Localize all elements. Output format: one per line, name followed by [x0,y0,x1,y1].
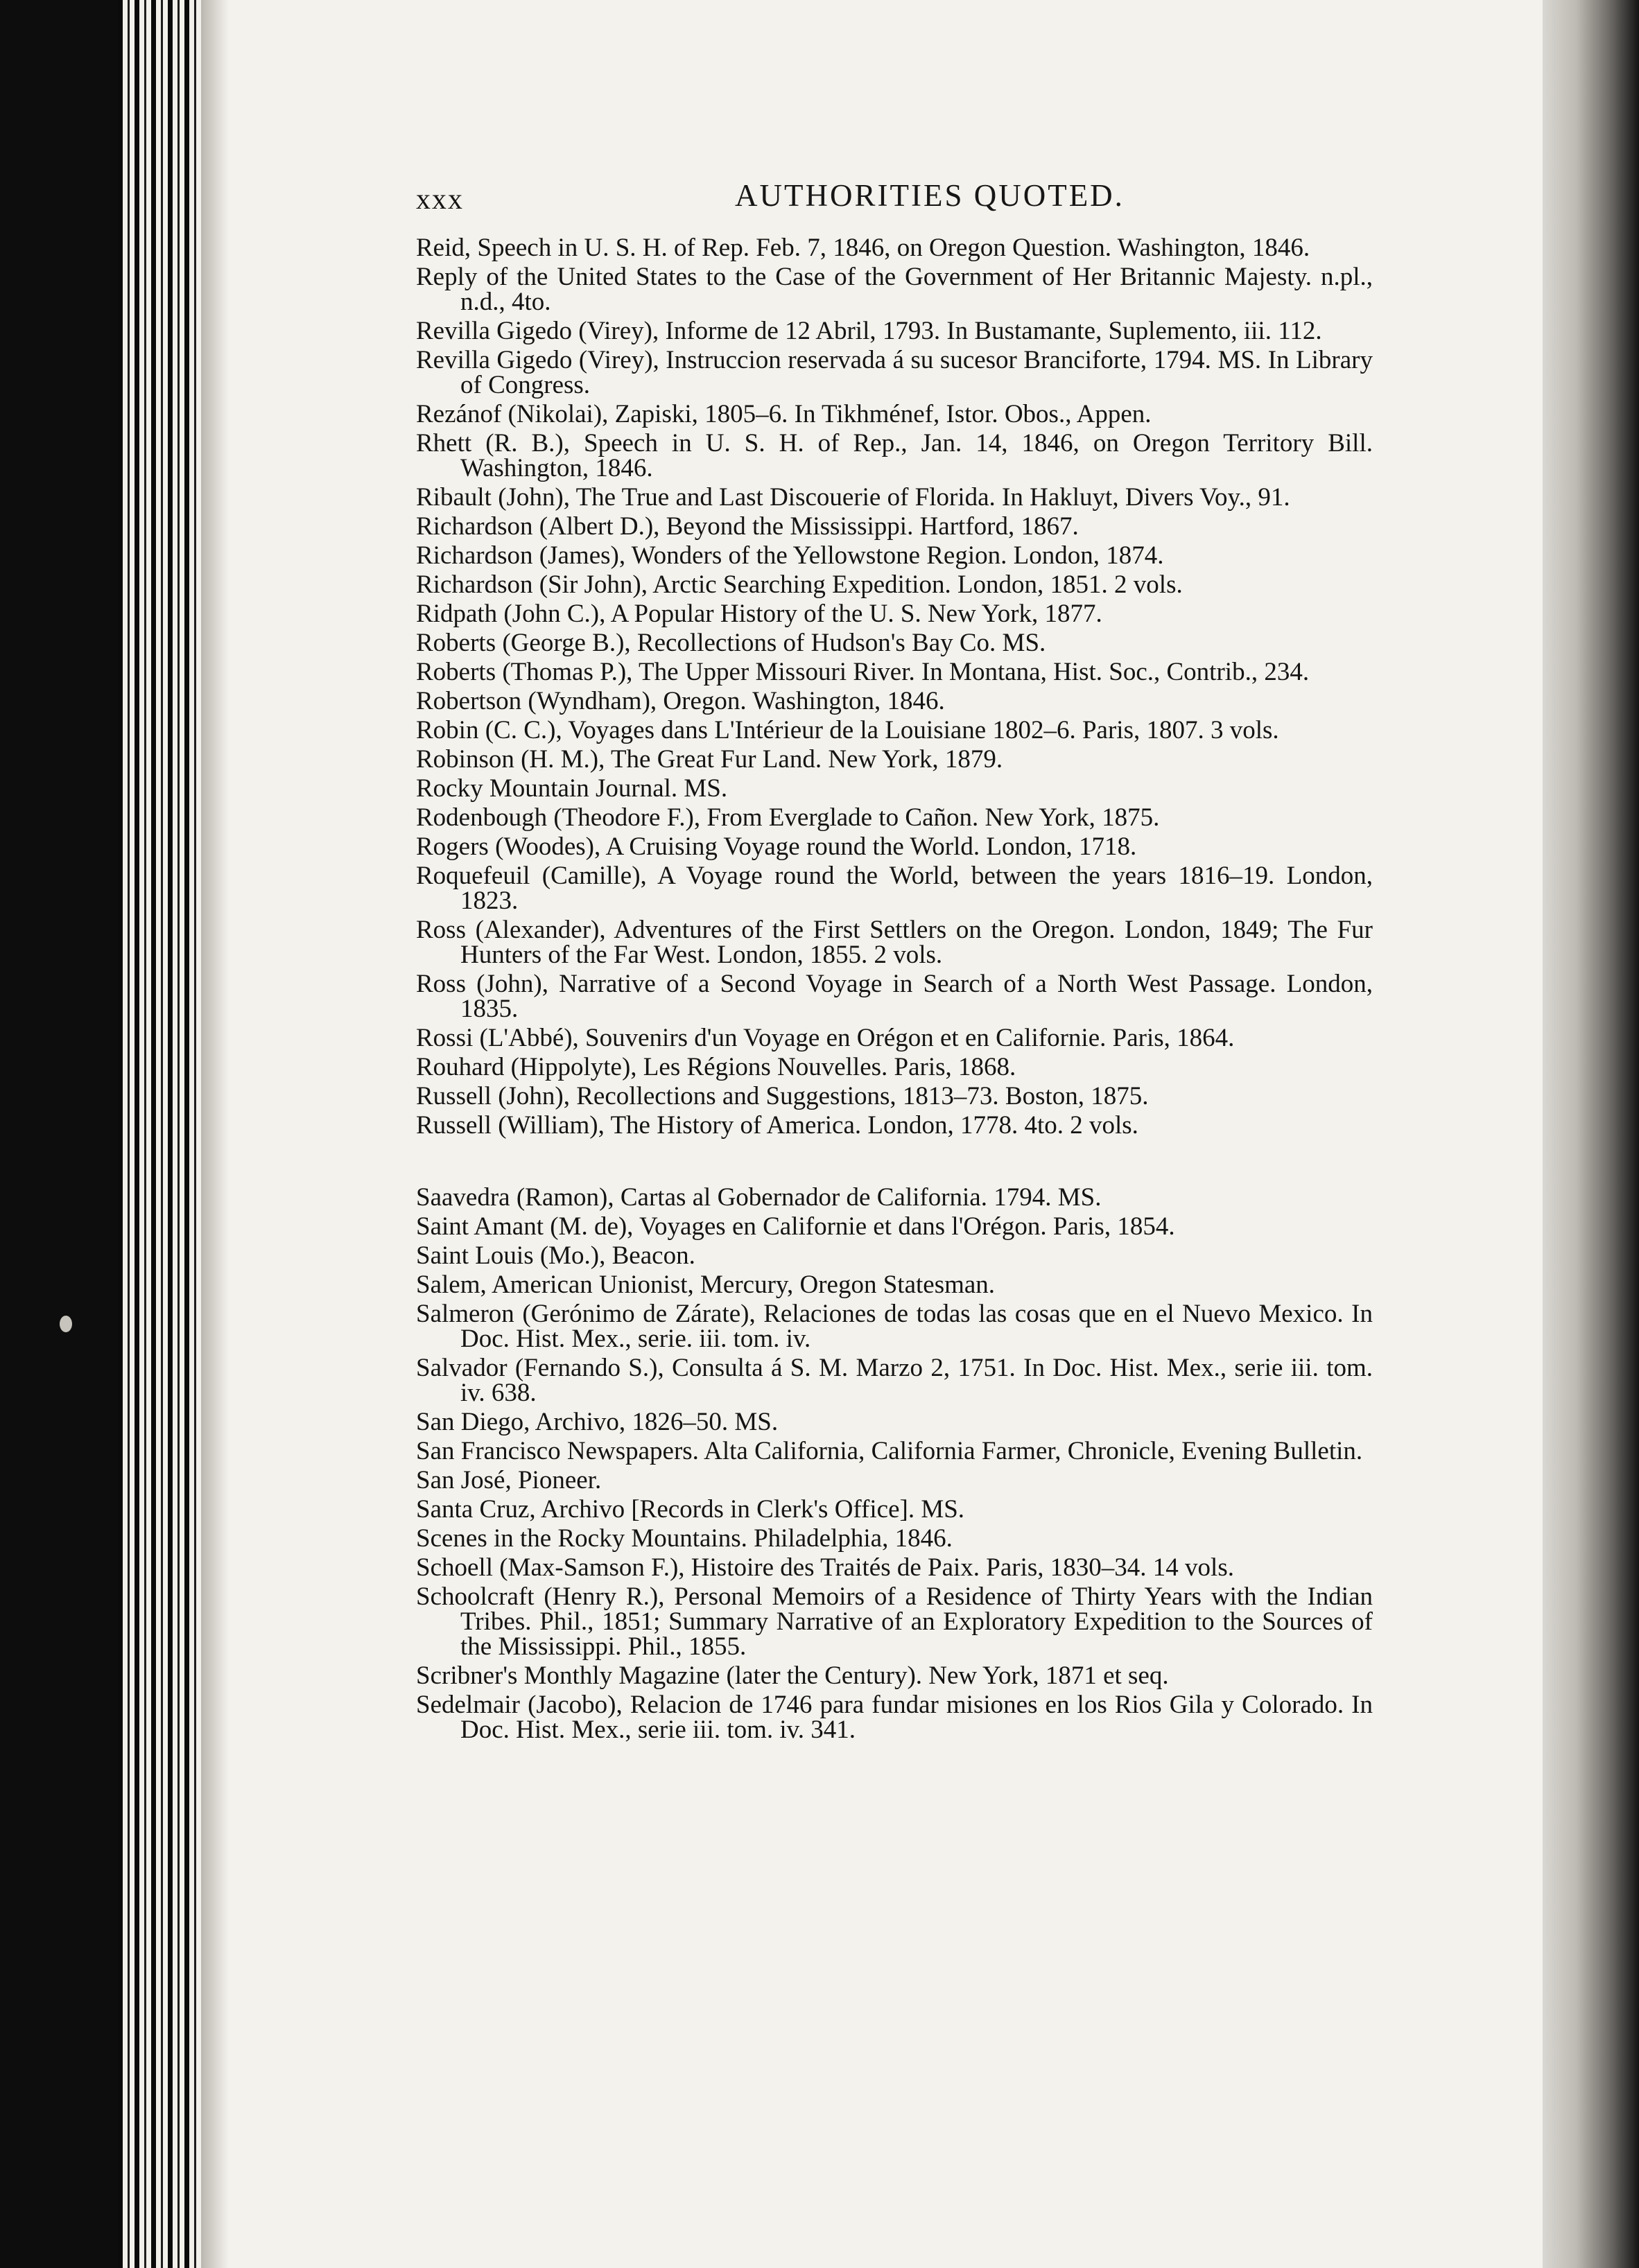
book-binding-edge [118,0,201,2268]
bibliography-entry: Saint Amant (M. de), Voyages en Californie et dans l'Orégon. Paris, 1854. [416,1212,1175,1241]
bibliography-entry: San Francisco Newspapers. Alta California, California Farmer, Chronicle, Evening Bulletin. [416,1437,1363,1465]
page-header [416,173,1373,229]
gutter-shadow [201,0,229,2268]
bibliography-entry: San José, Pioneer. [416,1466,602,1494]
bibliography-entry: Ribault (John), The True and Last Discouerie of Florida. In Hakluyt, Divers Voy., 91. [416,483,1290,512]
bibliography-entry: Scenes in the Rocky Mountains. Philadelphia, 1846. [416,1524,953,1553]
bibliography-entry: Richardson (James), Wonders of the Yellowstone Region. London, 1874. [416,541,1164,570]
bibliography-entry: Rezánof (Nikolai), Zapiski, 1805–6. In Tikhménef, Istor. Obos., Appen. [416,400,1152,428]
bibliography-entry: Saint Louis (Mo.), Beacon. [416,1241,695,1270]
bibliography-entry: Richardson (Sir John), Arctic Searching Expedition. London, 1851. 2 vols. [416,570,1183,599]
page-right-edge [1543,0,1639,2268]
bibliography-entry: Saavedra (Ramon), Cartas al Gobernador de California. 1794. MS. [416,1183,1102,1212]
bibliography-entry: Rhett (R. B.), Speech in U. S. H. of Rep., Jan. 14, 1846, on Oregon Territory Bill. Washington, 1846. [416,429,1373,482]
bibliography-entry: Robertson (Wyndham), Oregon. Washington, 1846. [416,687,945,715]
bibliography-entry: Rogers (Woodes), A Cruising Voyage round the World. London, 1718. [416,832,1137,861]
bibliography-entry: Roberts (George B.), Recollections of Hudson's Bay Co. MS. [416,629,1046,657]
bibliography-entry: Ross (John), Narrative of a Second Voyage in Search of a North West Passage. London, 1835. [416,970,1373,1023]
bibliography-entry: San Diego, Archivo, 1826–50. MS. [416,1408,779,1436]
bibliography-entry: Santa Cruz, Archivo [Records in Clerk's Office]. MS. [416,1495,965,1524]
bibliography-entry: Rossi (L'Abbé), Souvenirs d'un Voyage en Orégon et en Californie. Paris, 1864. [416,1024,1235,1052]
bibliography-entry: Scribner's Monthly Magazine (later the Century). New York, 1871 et seq. [416,1661,1169,1690]
bibliography-entry: Rocky Mountain Journal. MS. [416,774,728,803]
bibliography-entry: Robin (C. C.), Voyages dans L'Intérieur de la Louisiane 1802–6. Paris, 1807. 3 vols. [416,716,1279,744]
bibliography-entry: Revilla Gigedo (Virey), Instruccion reservada á su sucesor Branciforte, 1794. MS. In Library of Congress. [416,346,1373,399]
bibliography-entry: Rodenbough (Theodore F.), From Everglade to Cañon. New York, 1875. [416,803,1160,832]
bibliography-entry: Russell (William), The History of America. London, 1778. 4to. 2 vols. [416,1111,1138,1140]
bibliography-entry: Rouhard (Hippolyte), Les Régions Nouvelles. Paris, 1868. [416,1053,1016,1081]
bibliography-entry: Richardson (Albert D.), Beyond the Mississippi. Hartford, 1867. [416,512,1079,541]
bibliography-entry: Salvador (Fernando S.), Consulta á S. M. Marzo 2, 1751. In Doc. Hist. Mex., serie iii. tom. iv. 638. [416,1354,1373,1407]
bibliography-entry: Schoell (Max-Samson F.), Histoire des Traités de Paix. Paris, 1830–34. 14 vols. [416,1553,1234,1582]
entries-group-r [416,236,1373,1138]
bibliography-entry: Salmeron (Gerónimo de Zárate), Relaciones de todas las cosas que en el Nuevo Mexico. In Doc. Hist. Mex., serie. iii. tom. iv. [416,1300,1373,1353]
bibliography-entry: Russell (John), Recollections and Suggestions, 1813–73. Boston, 1875. [416,1082,1149,1110]
bibliography-entry: Schoolcraft (Henry R.), Personal Memoirs of a Residence of Thirty Years with the Indian Tribes. Phil., 1851; Summary Narrative of an Exploratory Expedition to the Sources of the Mississippi. Phil., 1855. [416,1582,1373,1661]
bibliography-entry: Sedelmair (Jacobo), Relacion de 1746 para fundar misiones en los Rios Gila y Colorado. In Doc. Hist. Mex., serie iii. tom. iv. 341. [416,1691,1373,1744]
bibliography-entry: Revilla Gigedo (Virey), Informe de 12 Abril, 1793. In Bustamante, Suplemento, iii. 112. [416,317,1322,345]
bibliography-entry: Reply of the United States to the Case of the Government of Her Britannic Majesty. n.pl., n.d., 4to. [416,263,1373,316]
page-number: xxx [416,184,464,216]
bibliography-entry: Ross (Alexander), Adventures of the First Settlers on the Oregon. London, 1849; The Fur Hunters of the Far West. London, 1855. 2 vols. [416,916,1373,969]
bibliography-entry: Robinson (H. M.), The Great Fur Land. New York, 1879. [416,745,1003,774]
entries-group-s [416,1185,1373,1743]
running-head: AUTHORITIES QUOTED. [735,178,1125,213]
bibliography-entry: Salem, American Unionist, Mercury, Oregon Statesman. [416,1271,996,1299]
bibliography-entry: Roberts (Thomas P.), The Upper Missouri River. In Montana, Hist. Soc., Contrib., 234. [416,658,1310,686]
bibliography-entry: Reid, Speech in U. S. H. of Rep. Feb. 7, 1846, on Oregon Question. Washington, 1846. [416,234,1310,262]
bibliography-list [416,236,1373,1747]
gutter-spot [60,1316,72,1332]
bibliography-entry: Ridpath (John C.), A Popular History of the U. S. New York, 1877. [416,600,1102,628]
bibliography-entry: Roquefeuil (Camille), A Voyage round the World, between the years 1816–19. London, 1823. [416,862,1373,915]
